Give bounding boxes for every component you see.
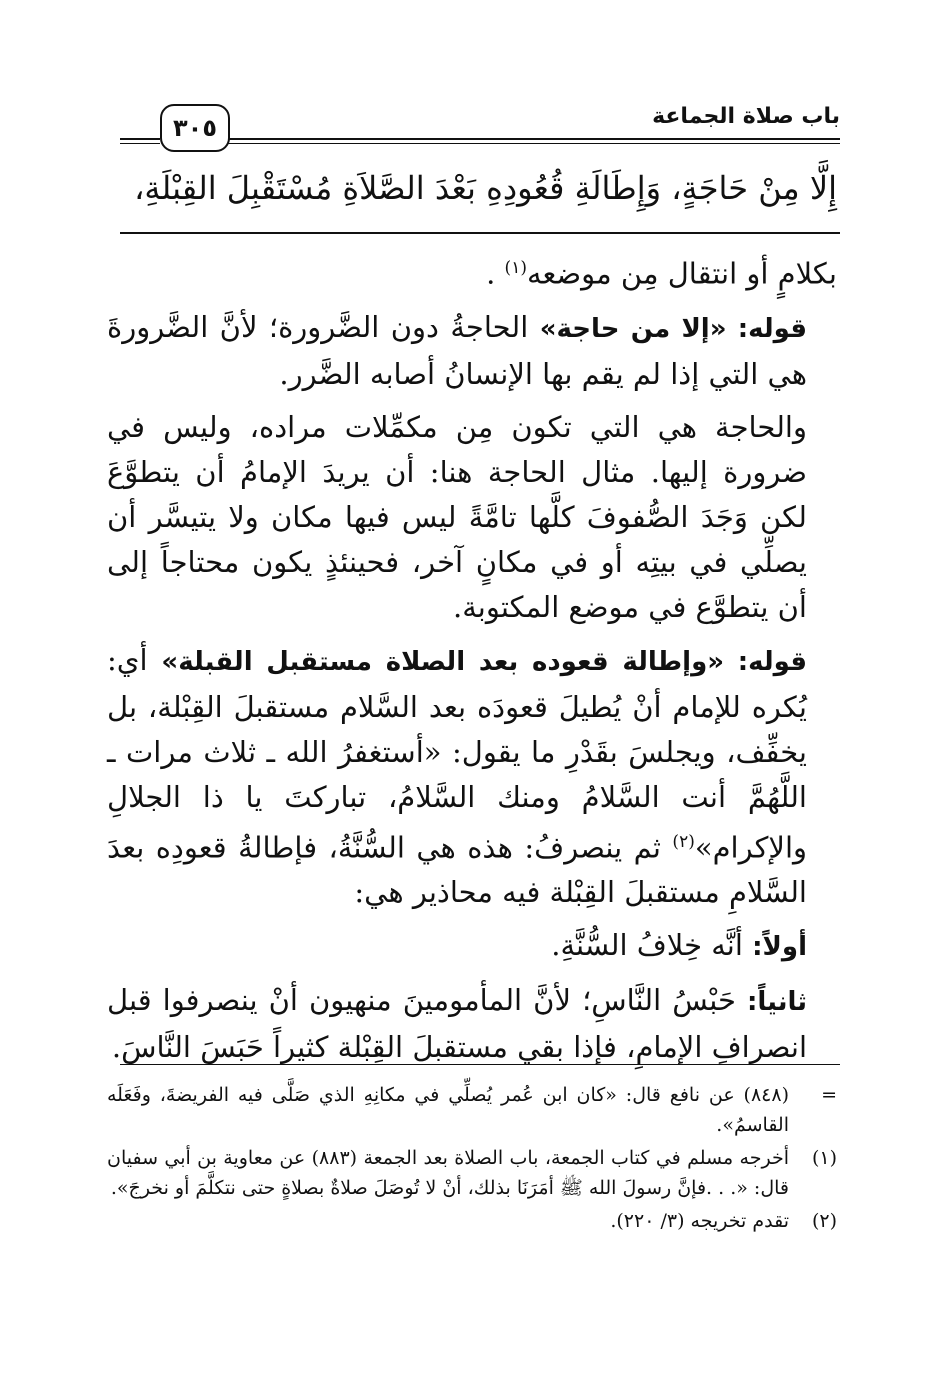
header-rule [228, 143, 840, 144]
paragraph-text: بكلامٍ أو انتقال مِن موضعه [526, 256, 837, 291]
quote-lead: قوله: «إلا من حاجة» [539, 313, 808, 344]
paragraph-text: ثم ينصرفُ: هذه هي السُّنَّةُ، فإطالةُ قعودِه بعدَ السَّلامِ مستقبلَ القِبْلة فيه محاذير هي: [107, 830, 807, 910]
footnote [107, 1143, 837, 1203]
paragraph [107, 405, 837, 630]
paragraph-text: أنَّه خِلافُ السُّنَّةِ. [551, 928, 743, 963]
paragraph-text: أي: يُكره للإمام أنْ يُطيلَ قعودَه بعد السَّلام مستقبلَ القِبْلة، بل يخفِّف، ويجلسَ بقَدْرِ ما يقول: «أستغفرُ الله ـ ثلاث مرات ـ اللَّهُمَّ أنت السَّلامُ ومنك السَّلامُ، تباركتَ يا ذا الجلالِ والإكرام» [107, 642, 808, 865]
matn-separator [120, 232, 840, 234]
footnote [107, 1080, 837, 1140]
point-lead: ثانياً: [746, 987, 807, 1018]
footnote-separator [120, 1064, 840, 1065]
page-number-badge: ٣٠٥ [160, 104, 230, 152]
paragraph-text: والحاجة هي التي تكون مِن مكمِّلات مراده، وليس في ضرورة إليها. مثال الحاجة هنا: أن يريدَ الإمامُ أن يتطوَّعَ لكن وَجَدَ الصُّفوفَ كلَّها تامَّةً ليس فيها مكان ولا يتيسَّر أن يصلِّي في بيتِه أو في مكانٍ آخر، فحينئذٍ يكون محتاجاً إلى أن يتطوَّع في موضع المكتوبة. [107, 409, 807, 624]
page-header [120, 100, 840, 152]
footnote [107, 1206, 837, 1236]
point-lead: أولاً: [752, 932, 807, 963]
paragraph [107, 923, 837, 970]
paragraph [107, 978, 837, 1070]
commentary-body [107, 246, 837, 1078]
footnotes [107, 1080, 837, 1239]
running-title: باب صلاة الجماعة [652, 104, 840, 129]
paragraph [107, 246, 837, 297]
paragraph-end: . [486, 256, 496, 291]
paragraph-text: حَبْسُ النَّاسِ؛ لأنَّ المأمومينَ منهيون أنْ ينصرفوا قبل انصرافِ الإمامِ، فإذا بقي مستقبلَ القِبْلة كثيراً حَبَسَ النَّاسَ. [107, 983, 807, 1065]
header-rule [228, 138, 840, 140]
paragraph-text: الحاجةُ دون الضَّرورة؛ لأنَّ الضَّرورةَ هي التي إذا لم يقم بها الإنسانُ أصابه الضَّرر. [107, 309, 807, 391]
footnote-ref: (١) [504, 258, 527, 278]
header-rule [120, 143, 160, 144]
paragraph [107, 638, 837, 916]
footnote-mark: = [821, 1084, 837, 1106]
quote-lead: قوله: «وإطالة قعوده بعد الصلاة مستقبل القبلة» [161, 646, 807, 677]
matn-text: إِلَّا مِنْ حَاجَةٍ، وَإِطَالَةِ قُعُودِهِ بَعْدَ الصَّلاَةِ مُسْتَقْبِلَ القِبْلَةِ، [134, 169, 837, 207]
footnote-text: (٨٤٨) عن نافع قال: «كان ابن عُمر يُصلِّي في مكانِهِ الذي صَلَّى فيه الفريضةَ، وفَعَلَه القاسمُ». [107, 1084, 789, 1136]
header-rule [120, 138, 160, 140]
footnote-mark: (١) [811, 1147, 837, 1169]
footnote-text: أخرجه مسلم في كتاب الجمعة، باب الصلاة بعد الجمعة (٨٨٣) عن معاوية بن أبي سفيان قال: «. . .فإنَّ رسولَ الله ﷺ أمَرَنَا بذلك، أنْ لا تُوصَلَ صلاةٌ بصلاةٍ حتى نتكلَّمَ أو نخرجَ». [107, 1147, 790, 1199]
footnote-mark: (٢) [811, 1210, 837, 1232]
footnote-ref: (٢) [672, 831, 695, 852]
paragraph [107, 305, 837, 397]
footnote-text: تقدم تخريجه (٣/ ٢٢٠). [610, 1210, 789, 1232]
